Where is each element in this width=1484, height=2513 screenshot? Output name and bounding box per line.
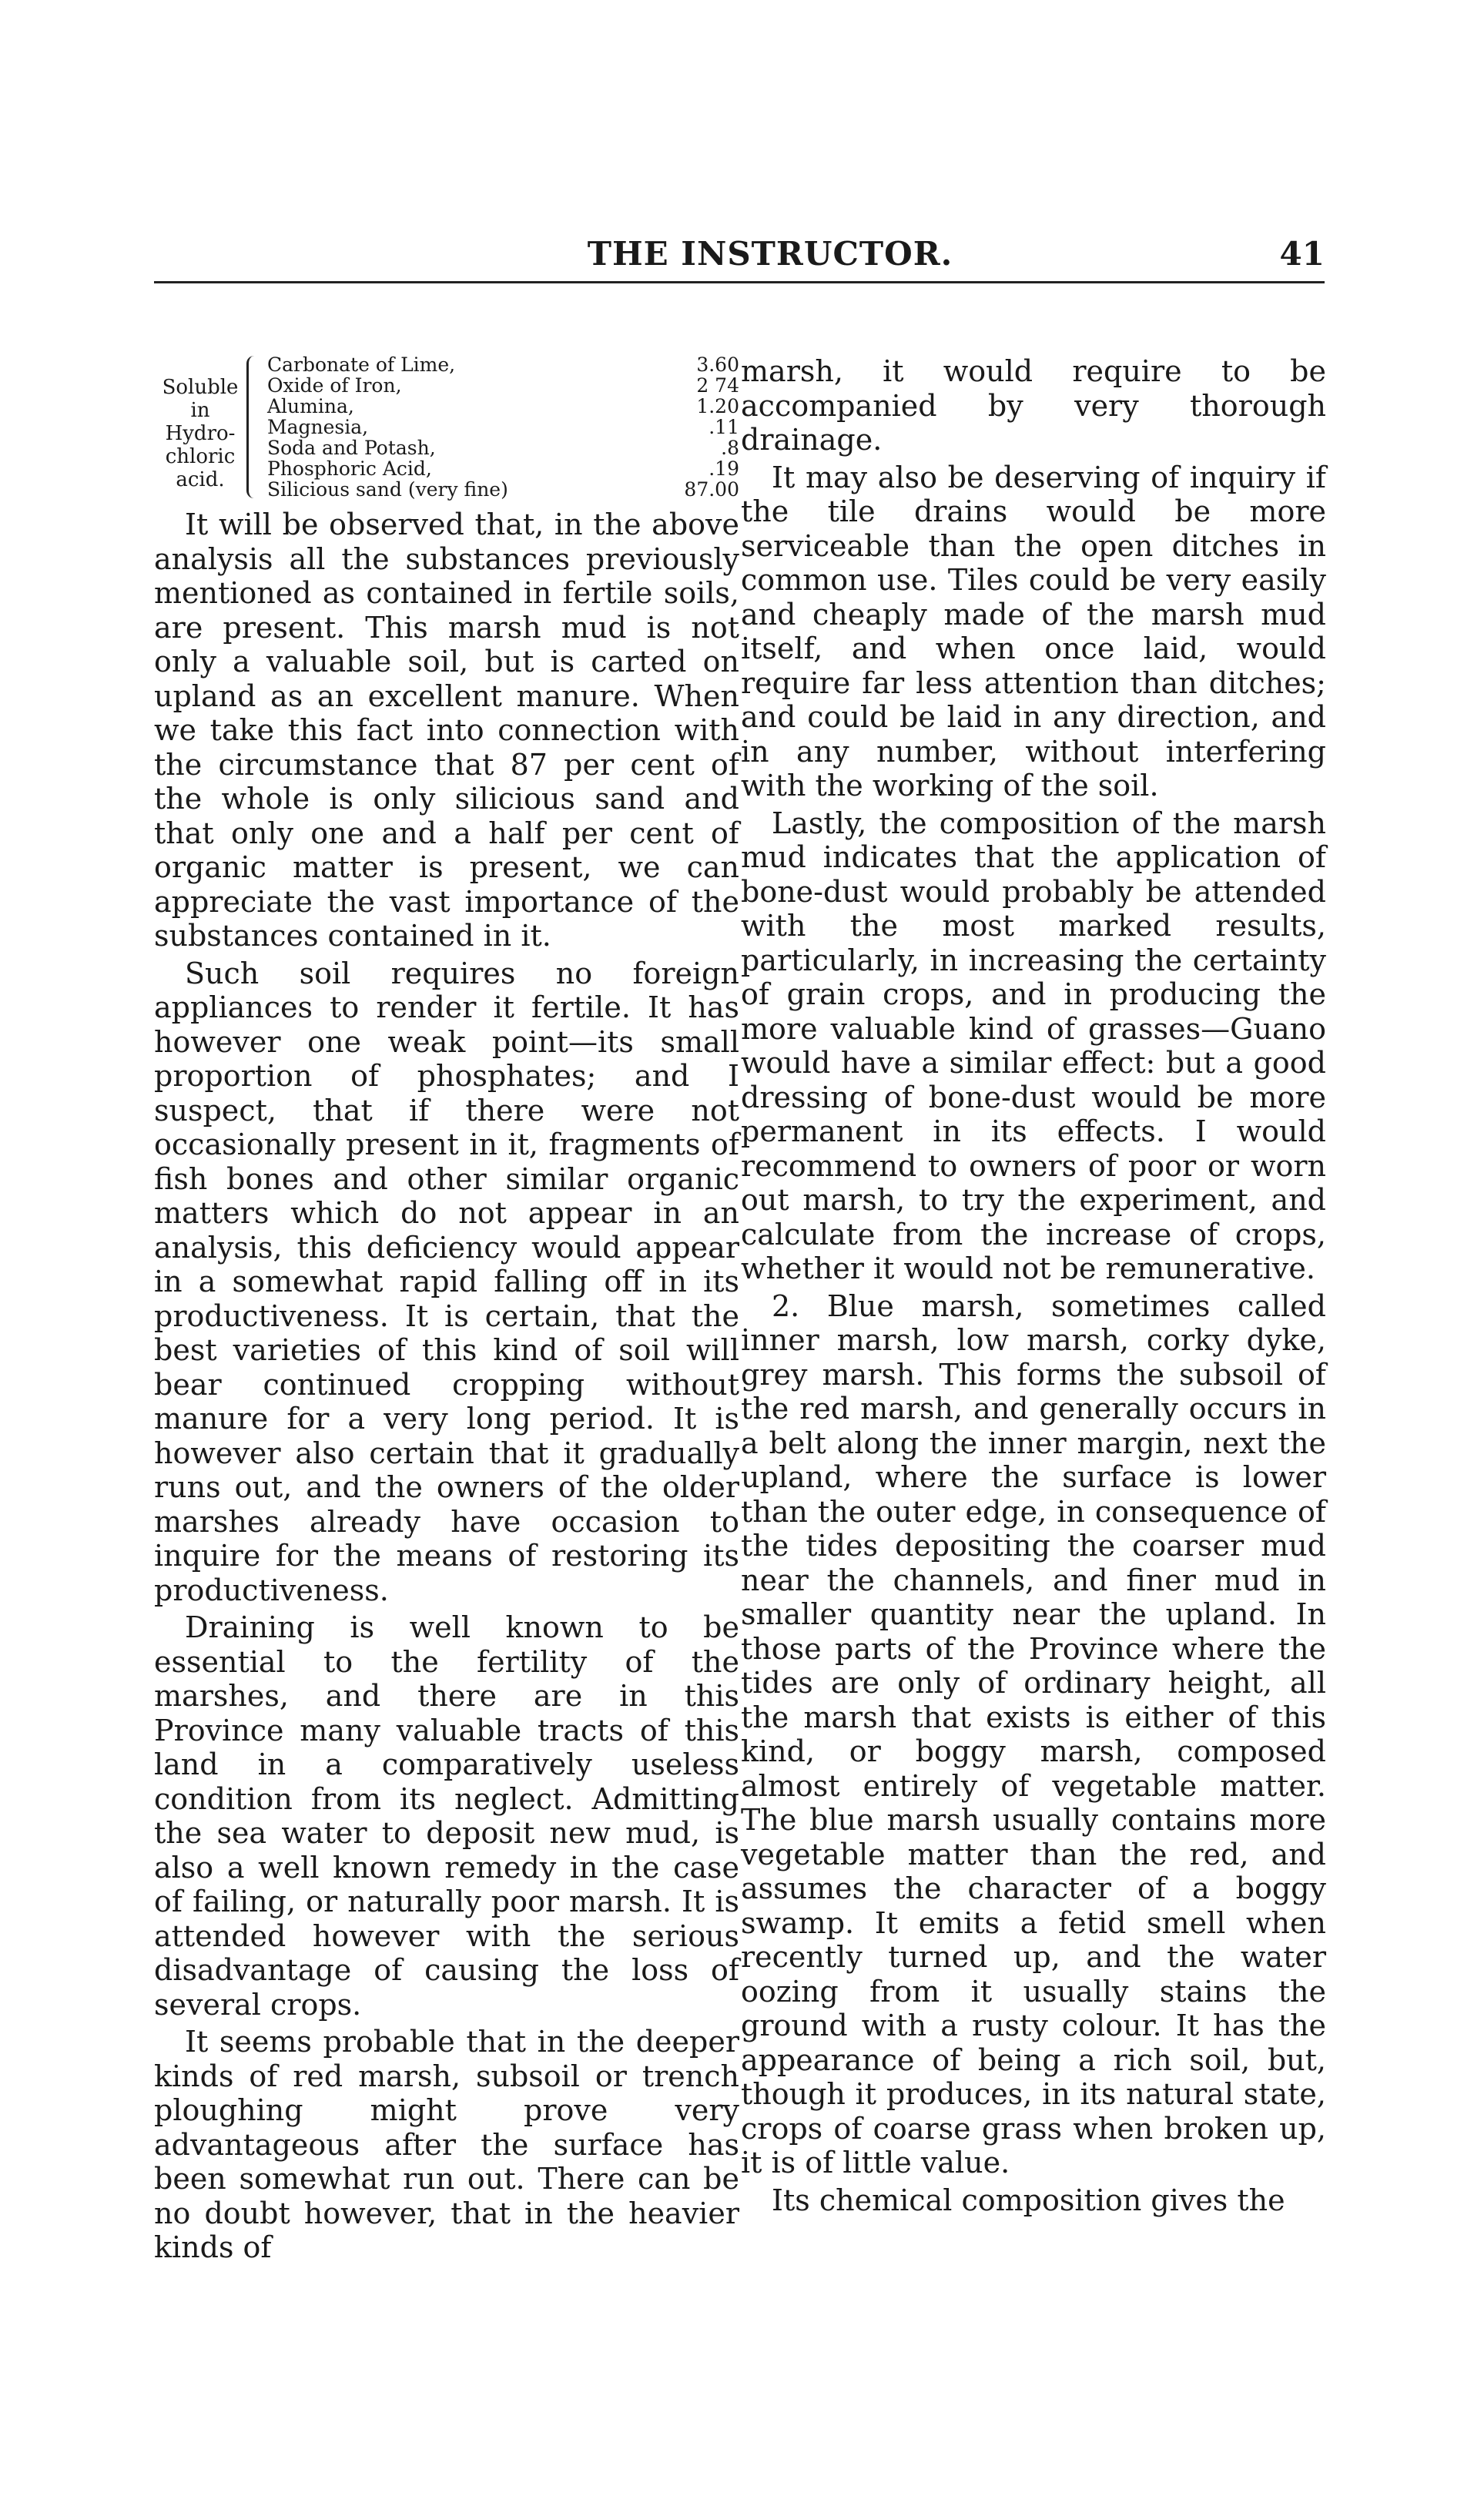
paragraph: 2. Blue marsh, sometimes called inner marsh, low marsh, corky dyke, grey marsh. This forms the subsoil of the red marsh, and generally occurs in a belt along the inner margin, next the upland, where the surface is lower than the outer edge, in consequence of the tides depositing the coarser mud near the channels, and finer mud in smaller quantity near the upland. In those parts of the Province where the tides are only of ordinary height, all the marsh that exists is either of this kind, or boggy marsh, composed almost entirely of vegetable matter. The blue marsh usually contains more vegetable matter than the red, and assumes the character of a boggy swamp. It emits a fetid smell when recently turned up, and the water oozing from it usually stains the ground with a rusty colour. It has the appearance of being a rich soil, but, though it produces, in its natural state, crops of coarse grass when broken up, it is of little value.: [741, 1288, 1326, 2180]
analysis-table: [154, 354, 739, 500]
running-title: THE INSTRUCTOR.: [587, 235, 953, 273]
paragraph: Lastly, the composition of the marsh mud indicates that the application of bone-dust would probably be attended with the most marked results, particularly, in increasing the certainty of grain crops, and in producing the more valuable kind of grasses—Guano would have a similar effect: but a good dressing of bone-dust would be more permanent in its effects. I would recommend to owners of poor or worn out marsh, to try the experiment, and calculate from the increase of crops, whether it would not be remunerative.: [741, 806, 1326, 1285]
substance-value: 87.00: [684, 478, 739, 501]
page-number: 41: [1279, 235, 1325, 273]
analysis-label: [154, 354, 246, 500]
analysis-row: [267, 417, 739, 437]
substance-value: 1.20: [696, 395, 739, 417]
analysis-label-line: chloric: [165, 445, 236, 468]
right-column: [741, 354, 1326, 2220]
substance-name: Phosphoric Acid,: [267, 457, 432, 480]
substance-name: Alumina,: [267, 395, 354, 417]
paragraph: It may also be deserving of inquiry if the tile drains would be more serviceable than the open ditches in common use. Tiles could be very easily and cheaply made of the marsh mud itself, and when once laid, would require far less attention than ditches; and could be laid in any direction, and in any number, without interfering with the working of the soil.: [741, 460, 1326, 802]
analysis-label-line: Hydro-: [165, 422, 236, 445]
paragraph: Draining is well known to be essential to the fertility of the marshes, and there are in this Province many valuable tracts of this land in a comparatively useless condition from its neglect. Admitting the sea water to deposit new mud, is also a well known remedy in the case of failing, or naturally poor marsh. It is attended however with the serious disadvantage of causing the loss of several crops.: [154, 1610, 739, 2022]
brace: [246, 356, 260, 498]
analysis-row: [267, 354, 739, 375]
page-header: [154, 235, 1325, 283]
substance-value: 2 74: [696, 374, 739, 397]
analysis-row: [267, 396, 739, 417]
paragraph: marsh, it would require to be accompanied by very thorough drainage.: [741, 354, 1326, 457]
analysis-label-line: in: [190, 399, 210, 422]
paragraph: It seems probable that in the deeper kinds of red marsh, subsoil or trench ploughing might prove very advantageous after the surface has been somewhat run out. There can be no doubt however, that in the heavier kinds of: [154, 2025, 739, 2264]
left-column: [154, 354, 739, 2268]
substance-value: .11: [709, 416, 739, 438]
substance-name: Carbonate of Lime,: [267, 353, 456, 376]
analysis-label-line: acid.: [176, 468, 225, 491]
substance-name: Magnesia,: [267, 416, 369, 438]
analysis-row: [267, 458, 739, 479]
substance-name: Silicious sand (very fine): [267, 478, 508, 501]
paragraph: It will be observed that, in the above analysis all the substances previously mentioned as contained in fertile soils, are present. This marsh mud is not only a valuable soil, but is carted on upland as an excellent manure. When we take this fact into connection with the circumstance that 87 per cent of the whole is only silicious sand and that only one and a half per cent of organic matter is present, we can appreciate the vast importance of the substances contained in it.: [154, 508, 739, 953]
substance-value: .8: [721, 437, 739, 459]
analysis-label-line: Soluble: [162, 376, 239, 399]
paragraph: Such soil requires no foreign appliances to render it fertile. It has however one weak point—its small proportion of phosphates; and I suspect, that if there were not occasionally present in it, fragments of fish bones and other similar organic matters which do not appear in an analysis, this deficiency would appear in a somewhat rapid falling off in its productiveness. It is certain, that the best varieties of this kind of soil will bear continued cropping without manure for a very long period. It is however also certain that it gradually runs out, and the owners of the older marshes already have occasion to inquire for the means of restoring its productiveness.: [154, 956, 739, 1607]
analysis-rows: [267, 354, 739, 500]
substance-name: Oxide of Iron,: [267, 374, 402, 397]
analysis-row: [267, 437, 739, 458]
paragraph: Its chemical composition gives the: [772, 2183, 1285, 2217]
analysis-row: [267, 375, 739, 396]
analysis-row: [267, 479, 739, 500]
substance-value: 3.60: [696, 353, 739, 376]
substance-value: .19: [709, 457, 739, 480]
substance-name: Soda and Potash,: [267, 437, 436, 459]
